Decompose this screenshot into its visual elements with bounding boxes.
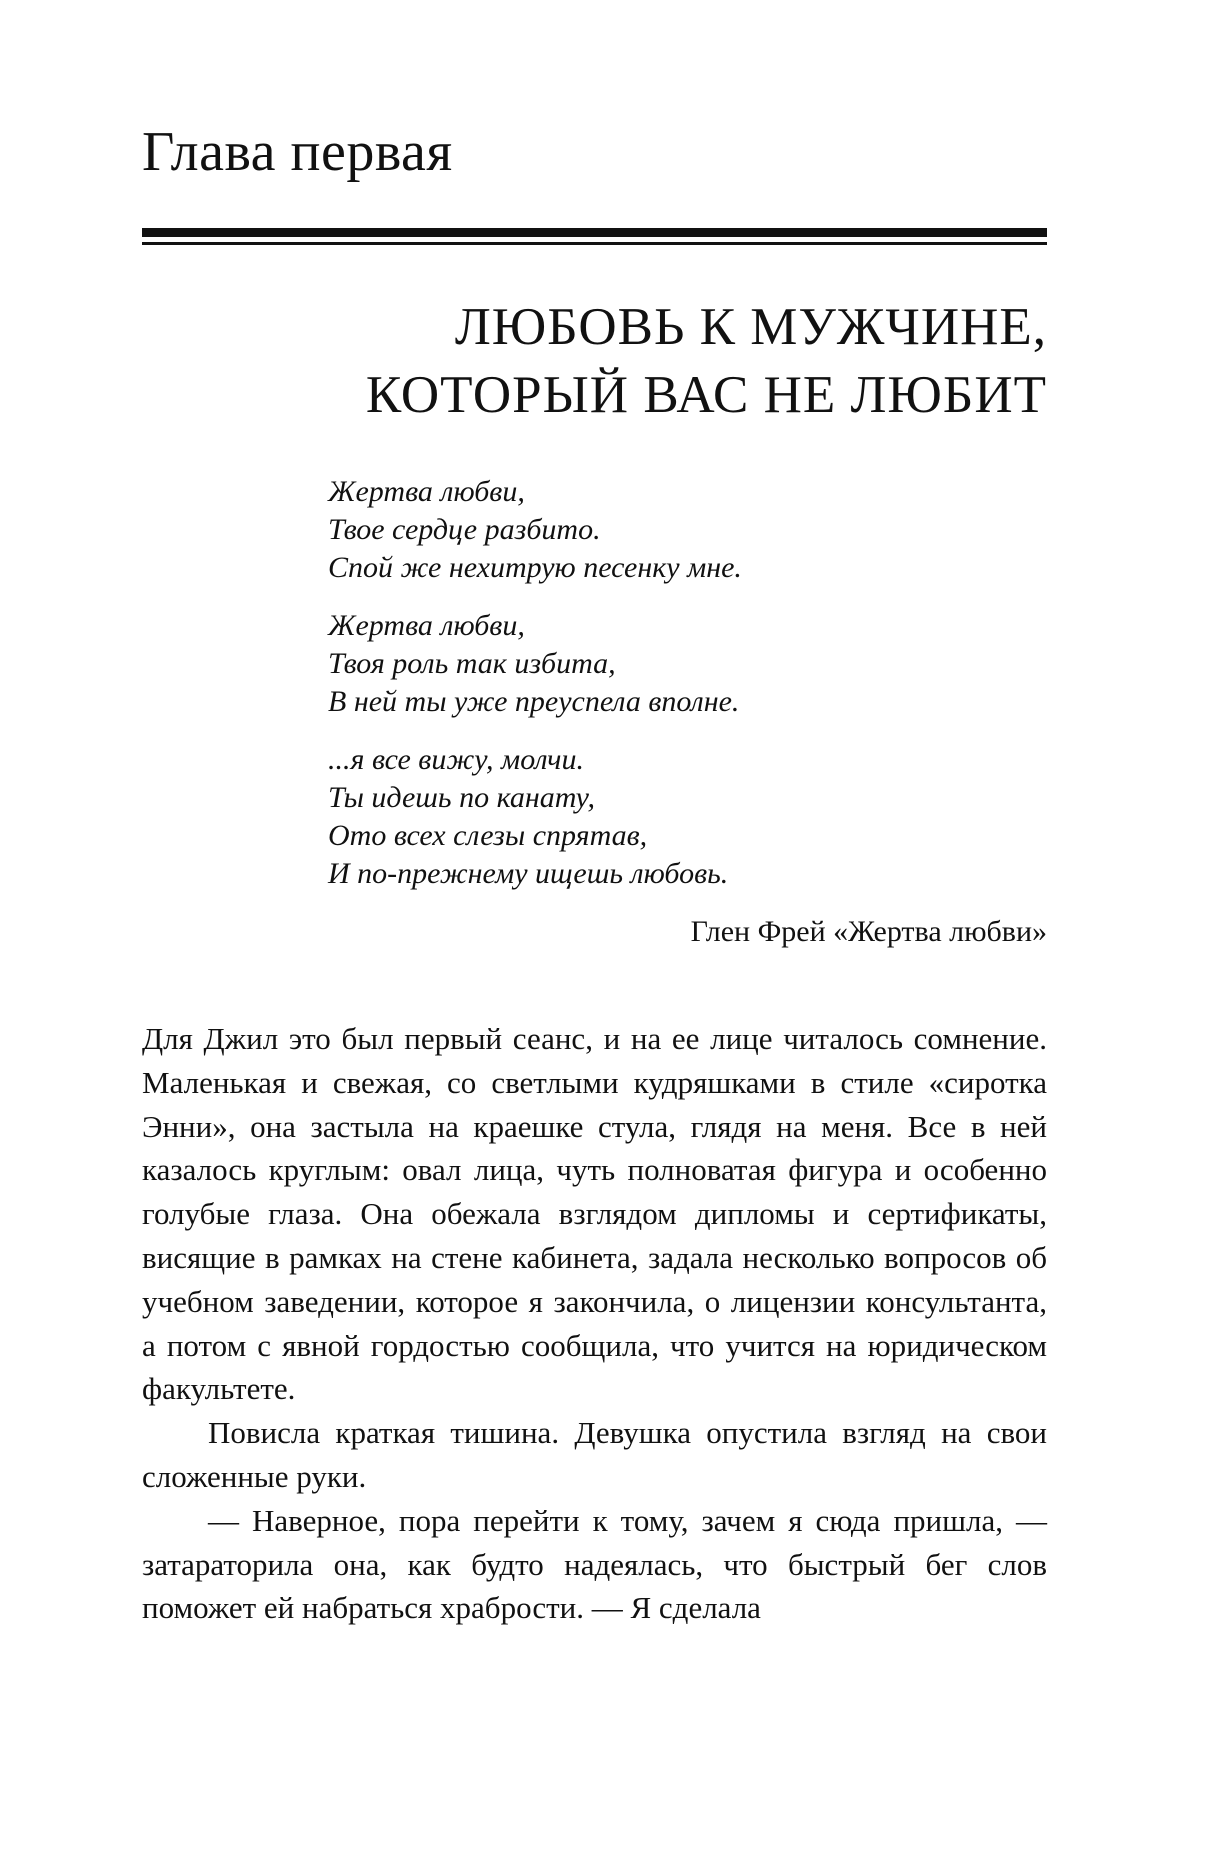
body-paragraph: Повисла краткая тишина. Девушка опустила взгляд на свои сложенные руки. [142, 1415, 1047, 1494]
epigraph-line: И по-прежнему ищешь любовь. [328, 856, 729, 890]
epigraph-line: Жертва любви, [328, 608, 525, 642]
epigraph-line: Твое сердце разбито. [328, 512, 601, 546]
chapter-title-line: ЛЮБОВЬ К МУЖЧИНЕ, [454, 298, 1047, 356]
body-text [142, 1017, 1047, 1630]
epigraph-line: Жертва любви, [328, 474, 525, 508]
book-page [142, 120, 1047, 1630]
epigraph-line: Спой же нехитрую песенку мне. [328, 550, 742, 584]
chapter-rule-thick [142, 228, 1047, 237]
epigraph-stanza [328, 473, 1047, 587]
epigraph-stanza [328, 741, 1047, 893]
epigraph [328, 473, 1047, 893]
body-paragraph: Для Джил это был первый сеанс, и на ее лице читалось сомнение. Маленькая и свежая, со светлыми кудряшками в стиле «сиротка Энни», она застыла на краешке стула, глядя на меня. Все в ней казалось круглым: овал лица, чуть полноватая фигура и особенно голубые глаза. Она обежала взглядом дипломы и сертификаты, висящие в рамках на стене кабинета, задала несколько вопросов об учебном заведении, которое я закончила, о лицензии консультанта, а потом с явной гордостью сообщила, что учится на юридическом факультете. [142, 1020, 1047, 1407]
epigraph-line: Твоя роль так избита, [328, 646, 616, 680]
epigraph-line: В ней ты уже преуспела вполне. [328, 684, 740, 718]
epigraph-line: Ото всех слезы спрятав, [328, 818, 648, 852]
chapter-title [142, 293, 1047, 429]
epigraph-attribution: Глен Фрей «Жертва любви» [690, 914, 1047, 948]
chapter-rule-thin [142, 242, 1047, 245]
chapter-title-line: КОТОРЫЙ ВАС НЕ ЛЮБИТ [365, 366, 1047, 424]
epigraph-stanza [328, 607, 1047, 721]
epigraph-line: Ты идешь по канату, [328, 780, 595, 814]
chapter-label: Глава первая [142, 121, 453, 183]
epigraph-line: ...я все вижу, молчи. [328, 742, 584, 776]
body-paragraph: — Наверное, пора перейти к тому, зачем я сюда пришла, — затараторила она, как будто надеялась, что быстрый бег слов поможет ей набраться храбрости. — Я сделала [142, 1502, 1047, 1626]
